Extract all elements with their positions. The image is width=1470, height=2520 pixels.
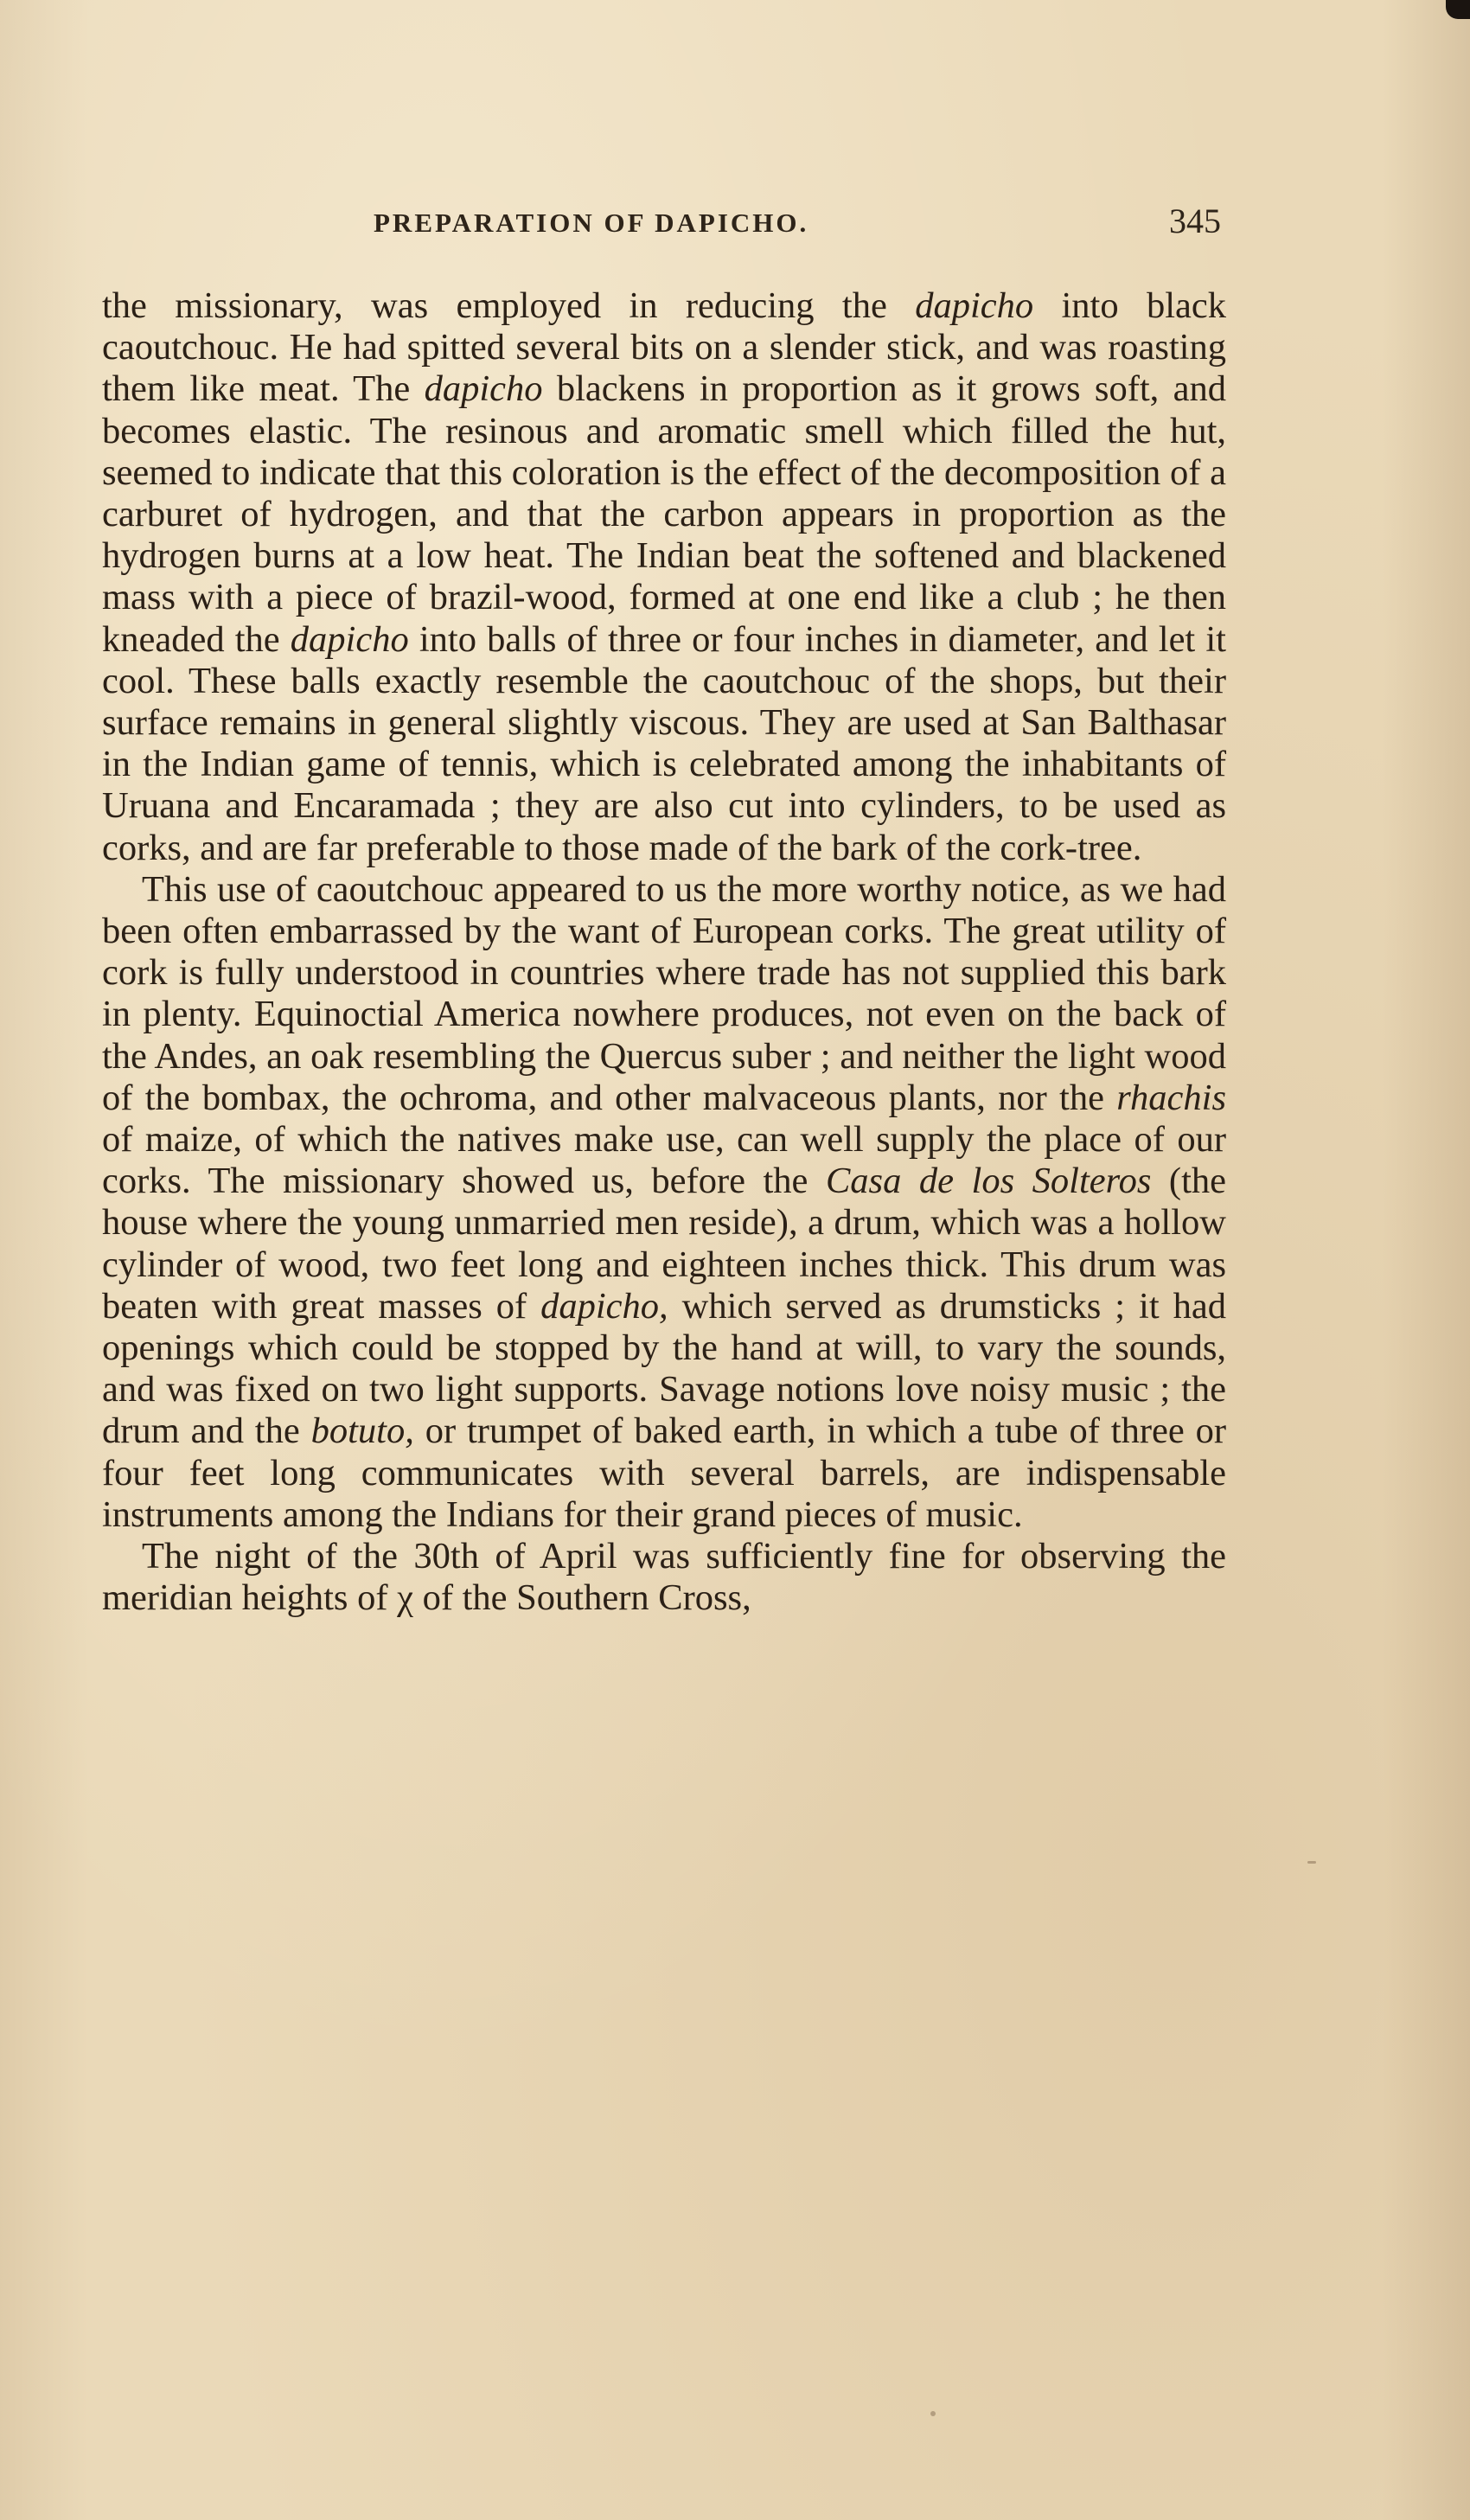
text-segment: This use of caoutchouc appeared to us the more worthy notice, as we had been often embarrassed by the want of European corks. The great utility of cork is fully understood in countries where trade has not supplied this bark in plenty. Equinoctial America nowhere produces, not even on the back of the Andes, an oak resembling the Quercus suber ; and neither the light wood of the bombax, the ochroma, and other malvaceous plants, nor the: [102, 868, 1226, 1118]
text-segment: which served as drumsticks ; it had openings which could be stopped by the hand at will, to vary the sounds, and was fixed on two light supports. Savage notions love noisy music ; the drum and the: [102, 1285, 1227, 1452]
text-segment-italic: Casa de los Solteros: [825, 1161, 1152, 1202]
corner-ink-mark: [1446, 0, 1470, 19]
text-segment-italic: dapicho: [915, 285, 1034, 326]
paper-speck: [1307, 1861, 1316, 1864]
paragraph-1: [102, 285, 1226, 869]
text-segment: The night of the 30th of April was sufficiently fine for observing the meridian heights of χ of the Southern Cross,: [102, 1536, 1226, 1619]
text-segment: blackens in proportion as it grows soft, and becomes elastic. The resinous and aromatic smell which filled the hut, seemed to indicate that this coloration is the effect of the decomposition of a carburet of hydrogen, and that the carbon appears in proportion as the hydrogen burns at a low heat. The Indian beat the softened and blackened mass with a piece of brazil-wood, formed at one end like a club ; he then kneaded the: [102, 368, 1226, 660]
text-segment-italic: dapicho: [424, 368, 543, 410]
text-segment: into balls of three or four inches in diameter, and let it cool. These balls exactly resemble the caoutchouc of the shops, but their surface remains in general slightly viscous. They are used at San Balthasar in the Indian game of tennis, which is celebrated among the inhabitants of Uruana and Encaramada ; they are also cut into cylinders, to be used as corks, and are far preferable to those made of the bark of the cork-tree.: [102, 618, 1226, 868]
text-segment-italic: dapicho: [290, 618, 409, 660]
running-head: PREPARATION OF DAPICHO.: [374, 208, 809, 238]
text-segment: the missionary, was employed in reducing the: [102, 285, 916, 326]
text-segment: of maize, of which the natives make use, can well supply the place of our corks. The missionary showed us, before the: [102, 1119, 1226, 1202]
text-segment-italic: rhachis: [1116, 1077, 1226, 1118]
text-segment-italic: dapicho,: [540, 1285, 668, 1327]
paragraph-2: [102, 869, 1226, 1536]
paper-speck: [930, 2411, 936, 2416]
text-segment: (the house where the young unmarried men reside), a drum, which was a hollow cylinder of wood, two feet long and eighteen inches thick. This drum was beaten with great masses of: [102, 1161, 1226, 1327]
text-segment-italic: botuto,: [310, 1410, 414, 1452]
text-segment: or trumpet of baked earth, in which a tube of three or four feet long communicates with several barrels, are indispensable instruments among the Indians for their grand pieces of music.: [102, 1410, 1226, 1535]
page-header: [374, 201, 1221, 253]
page-number: 345: [1169, 201, 1221, 240]
body-text: [102, 285, 1226, 1620]
paragraph-3: [102, 1536, 1226, 1619]
text-segment: into black caoutchouc. He had spitted several bits on a slender stick, and was roasting them like meat. The: [102, 285, 1226, 410]
